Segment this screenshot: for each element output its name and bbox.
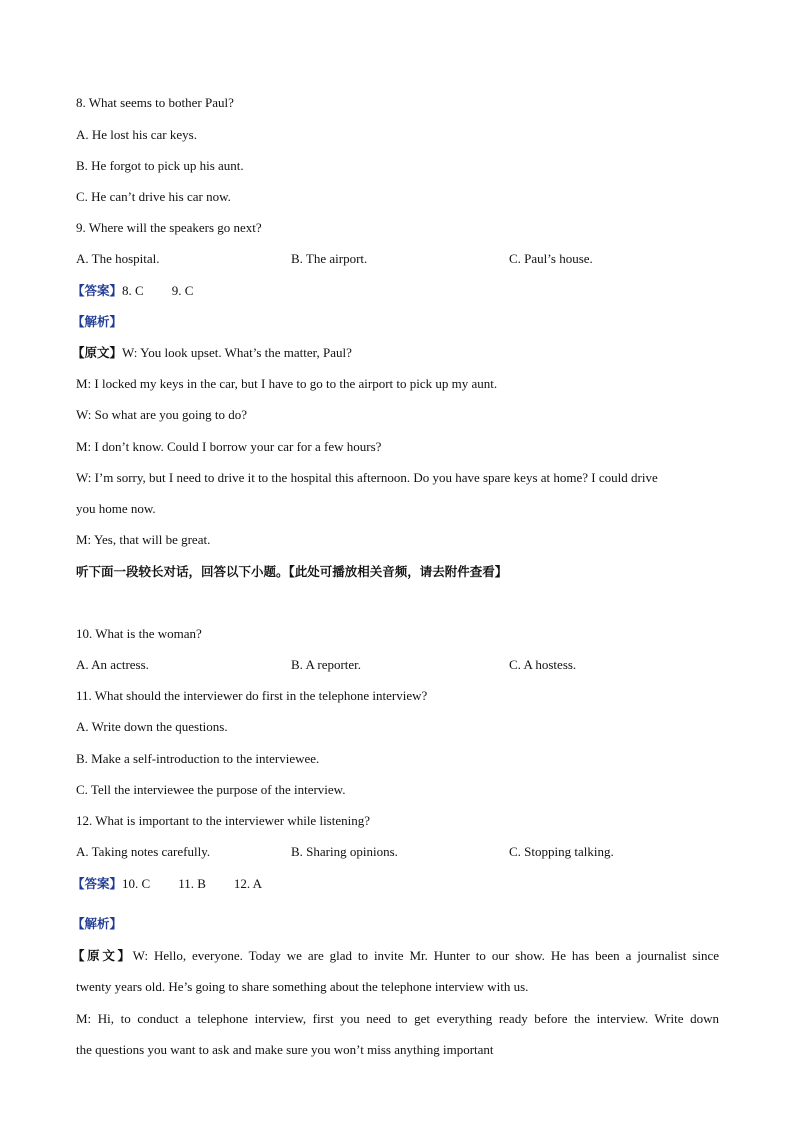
q12-option-a: A. Taking notes carefully. xyxy=(76,844,211,859)
q9-option-b: B. The airport. xyxy=(291,251,368,266)
transcript-tag: 【原文】 xyxy=(72,948,133,963)
transcript-text: W: You look upset. What’s the matter, Paul? xyxy=(122,345,352,360)
analysis-heading-1 xyxy=(72,314,122,330)
q12-options xyxy=(76,844,719,860)
answer-10: 10. C xyxy=(122,876,151,891)
q12-option-b: B. Sharing opinions. xyxy=(291,844,398,859)
answer-block-2 xyxy=(72,876,262,892)
answer-tag: 【答案】 xyxy=(72,876,123,891)
q8-option-b: B. He forgot to pick up his aunt. xyxy=(76,158,244,173)
q10-question: 10. What is the woman? xyxy=(76,626,202,641)
q10-option-c: C. A hostess. xyxy=(509,657,577,672)
transcript-1-line-6: M: Yes, that will be great. xyxy=(76,532,211,547)
q9-question: 9. Where will the speakers go next? xyxy=(76,220,262,235)
q8-option-c: C. He can’t drive his car now. xyxy=(76,189,231,204)
q11-option-b: B. Make a self-introduction to the interviewee. xyxy=(76,751,320,766)
answer-8: 8. C xyxy=(122,283,144,298)
answer-11: 11. B xyxy=(178,876,206,891)
q12-question: 12. What is important to the interviewer while listening? xyxy=(76,813,370,828)
transcript-1-line-5a: W: I’m sorry, but I need to drive it to the hospital this afternoon. Do you have spare keys at home? I could drive xyxy=(76,470,658,485)
transcript-1-line-5b: you home now. xyxy=(76,501,156,516)
transcript-2-line-2a: M: Hi, to conduct a telephone interview, first you need to get everything ready before the interview. Write down xyxy=(76,1011,719,1026)
q8-question: 8. What seems to bother Paul? xyxy=(76,95,234,110)
answer-tag: 【答案】 xyxy=(72,283,123,298)
answer-12: 12. A xyxy=(233,876,263,891)
transcript-tag: 【原文】 xyxy=(72,345,123,360)
q9-option-a: A. The hospital. xyxy=(76,251,160,266)
transcript-1-line-3: W: So what are you going to do? xyxy=(76,407,248,422)
q9-options xyxy=(76,251,719,267)
listening-instruction: 听下面一段较长对话，回答以下小题。【此处可播放相关音频，请去附件查看】 xyxy=(76,564,508,579)
analysis-heading-2 xyxy=(72,916,122,932)
transcript-1-line-4: M: I don’t know. Could I borrow your car for a few hours? xyxy=(76,439,382,454)
analysis-tag: 【解析】 xyxy=(72,314,123,329)
q11-question: 11. What should the interviewer do first in the telephone interview? xyxy=(76,688,428,703)
q8-option-a: A. He lost his car keys. xyxy=(76,127,197,142)
answer-block-1 xyxy=(72,283,193,299)
analysis-tag: 【解析】 xyxy=(72,916,123,931)
q11-option-a: A. Write down the questions. xyxy=(76,719,228,734)
q12-option-c: C. Stopping talking. xyxy=(509,844,614,859)
transcript-1-line-2: M: I locked my keys in the car, but I have to go to the airport to pick up my aunt. xyxy=(76,376,498,391)
answer-9: 9. C xyxy=(171,283,194,298)
transcript-2-line-2b: the questions you want to ask and make sure you won’t miss anything important xyxy=(76,1042,494,1057)
q9-option-c: C. Paul’s house. xyxy=(509,251,593,266)
transcript-2-line-1a xyxy=(72,948,719,964)
q10-option-b: B. A reporter. xyxy=(291,657,362,672)
q11-option-c: C. Tell the interviewee the purpose of the interview. xyxy=(76,782,346,797)
transcript-1-line-1 xyxy=(72,345,352,361)
transcript-text: W: Hello, everyone. Today we are glad to invite Mr. Hunter to our show. He has been a journalist since xyxy=(132,948,719,963)
transcript-2-line-1b: twenty years old. He’s going to share something about the telephone interview with us. xyxy=(76,979,529,994)
q10-options xyxy=(76,657,719,673)
q10-option-a: A. An actress. xyxy=(76,657,149,672)
